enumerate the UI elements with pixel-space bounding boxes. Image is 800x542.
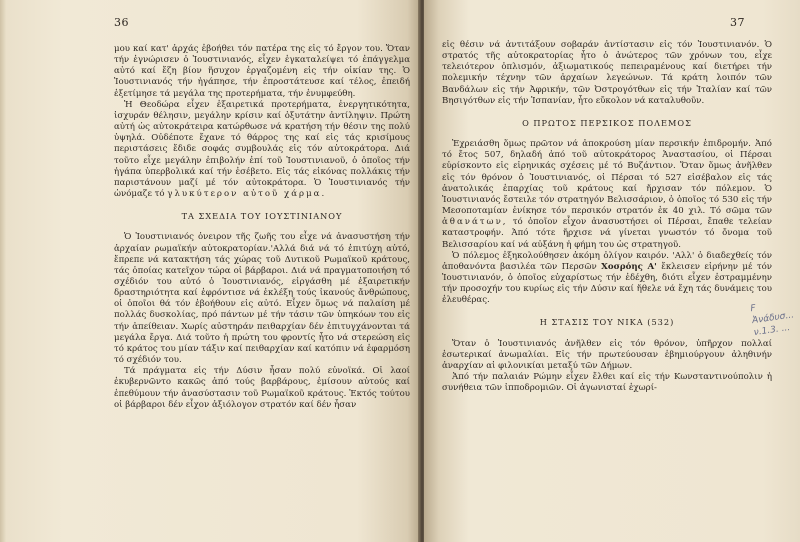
paragraph (442, 251, 772, 307)
right-page (424, 0, 800, 542)
page-edge (0, 0, 6, 542)
section-heading: ΤΑ ΣΧΕΔΙΑ ΤΟΥ ΙΟΥΣΤΙΝΙΑΝΟΥ (181, 211, 343, 222)
paragraph: Ὁ Ἰουστινιανός ὀνειρον τῆς ζωῆς του εἶχε νά ἀνασυστήση τήν ἀρχαίαν ρωμαϊκήν αὐτοκρατορίαν.'Αλλά διά νά τό ἐπιτύχη αὐτό, ἔπρεπε νά κατακτήση τάς χώρας τοῦ Δυτικοῦ Ρωμαϊκοῦ κράτους, τάς ὁποίας κατεῖχον τώρα οἱ βάρβαροι. Διά νά πραγματοποιήση τό σχέδιόν του αὐτό ὁ Ἰουστινιανός, εἰργάσθη μέ ἐξαιρετικήν δραστηριότητα καί ἐφρόντισε νά ἐκλέξη τούς ἱκανούς ἄνθρώπους, οἱ ὁποῖοι θά τόν ἐβοήθουν εἰς αὐτό. Εἶχεν ὅμως νά παλαίση μέ πολλάς δυσκολίας, πρό πάντων μέ τήν τάσιν τῶν ὑπηκόων του εἰς τήν ἀπείθειαν. Χωρίς αὐστηράν πειθαρχίαν δέν ἐπιτυγχάνονται τά μεγάλα ἔργα. Διά τοῦτο ἡ πρώτη του φροντίς ἦτο νά στερεώση εἰς τό κράτος του μίαν τάξιν καί πειθαρχίαν καί κατόπιν νά ἐφαρμόση τό σχέδιόν του. (114, 232, 410, 366)
paragraph: μου καί κατ' ἀρχάς ἐβοήθει τόν πατέρα της εἰς τό ἔργον του. Ὅταν τήν ἐγνώρισεν ὁ Ἰουστινιανός, εἶχεν ἐγκαταλείψει τό ἐπάγγελμα αὐτό καί ἔζη βίον ἥσυχον ἐργαζομένη εἰς τήν οἰκίαν της. Ὁ Ἰουστινιανός τήν ἠγάπησε, τήν ἐπροστάτευσε καί τέλος, ἐπειδή ἐξετίμησε τά μεγάλα της προτερήματα, τήν ἐνυμφεύθη. (114, 44, 410, 99)
right-page-text (442, 40, 772, 394)
paragraph-text: Ἐχρειάσθη ὅμως πρῶτον νά ἀποκρούση μίαν περσικήν ἐπιδρομήν. Ἀπό τό ἔτος 507, δηλαδή ἀπό τοῦ αὐτοκράτορος Ἀναστασίου, οἱ Πέρσαι εὑρίσκοντο εἰς εἰρηνικάς σχέσεις μέ τό Βυζάντιον. Ὅταν ὅμως ἀνῆλθεν εἰς τόν θρόνον ὁ Ἰουστινιανός, οἱ Πέρσαι τό 527 εἰσέβαλον εἰς τάς ἀνατολικάς ἐπαρχίας τοῦ κράτους καί ἤρχισαν τόν πόλεμον. Ὁ Ἰουστινιανός ἔστειλε τόν στρατηγόν Βελισσάριον, ὁ ὁποῖος τό 530 εἰς τήν Μεσοποταμίαν ἐνίκησε τόν περσικόν στρατόν ἐκ 40 χιλ. Τό σῶμα τῶν (442, 139, 772, 217)
paragraph-text: Ἡ Θεοδώρα εἶχεν ἐξαιρετικά προτερήματα, ἐνεργητικότητα, ἰσχυράν θέλησιν, μεγάλην κρίσιν καί ὀξυτάτην ἀντίληψιν. Πρώτη αὐτή ὡς αὐτοκράτειρα κατώρθωσε νά κρατήση τήν θέσιν της πολύ ὑψηλά. Οὐδέποτε ἔχανε τό θάρρος της καί εἰς τάς κρισίμους περιστάσεις ἔδιδε σοφάς συμβουλάς εἰς τόν αὐτοκράτορα. Διά τοῦτο εἶχε μεγάλην ἐπιβολήν ἐπί τοῦ Ἰουστινιανοῦ, ὁ ὁποῖος τήν ἠγάπα ὑπερβολικά καί τήν ἐσέβετο. Εἰς τάς εἰκόνας πολλάκις τήν παριστάνουν μαζί μέ τόν αὐτοκράτορα. Ὁ Ἰουστινιανός τήν ὠνόμαζε τό (114, 99, 410, 200)
page-number-left: 36 (114, 16, 129, 29)
section-heading: Η ΣΤΑΣΙΣ ΤΟΥ ΝΙΚΑ (532) (539, 317, 675, 328)
paragraph-text: Ὁ πόλεμος ἐξηκολούθησεν ἀκόμη ὀλίγον καιρόν. 'Αλλ' ὁ διαδεχθείς τόν ἀποθανόντα βασιλέα τῶν Περσῶν (442, 250, 772, 272)
paragraph (114, 100, 410, 200)
left-page-text (114, 44, 410, 411)
paragraph-text: τό ὁποῖον εἶχον ἀνασυστήσει οἱ Πέρσαι, ἔπαθε τελείαν καταστροφήν. Ἀπό τότε ἤρχισε νά γίνεται γνωστόν τό ὄνομα τοῦ Βελισσαρίου καί νά αὐξάνη ἡ φήμη του ὡς στρατηγοῦ. (442, 217, 772, 250)
bold-name: Χοσρόης Α' (601, 261, 657, 272)
paragraph (442, 139, 772, 251)
handwritten-margin-note: F Ἀνάδυσ... ν.1.3. ... (749, 303, 795, 339)
section-heading: Ο ΠΡΩΤΟΣ ΠΕΡΣΙΚΟΣ ΠΟΛΕΜΟΣ (522, 117, 692, 128)
spaced-phrase: γλυκύτερον αὐτοῦ χάρμα. (167, 189, 327, 200)
paragraph: εἰς θέσιν νά ἀντιτάξουν σοβαράν ἀντίστασιν εἰς τόν Ἰουστινιανόν. Ὁ στρατός τῆς αὐτοκρατορίας ἦτο ὁ ἀνώτερος τῶν χρόνων του, εἶχε τελειότερον ὁπλισμόν, ἀξιωματικούς πεπειραμένους καί διετήρει τήν πολεμικήν τέχνην τῶν ἀρχαίων λεγεώνων. Τά κράτη λοιπόν τῶν Βανδάλων εἰς τήν Ἀφρικήν, τῶν Ὀστρογότθων εἰς τήν Ἰταλίαν καί τῶν Βησιγότθων εἰς τήν Ἱσπανίαν, ἦτο εὔκολον νά καταλυθοῦν. (442, 40, 772, 106)
spaced-phrase: ἀθανάτων, (442, 217, 508, 228)
paragraph-text: ἔκλεισεν εἰρήνην μέ τόν Ἰουστινιανόν, ὁ ὁποῖος εὐχαρίστως τήν ἐδέχθη, διότι εἶχεν ἐστραμμένην τήν προσοχήν του κυρίως εἰς τήν Δύσιν καί ἤθελε νά ἔχη τάς δυνάμεις του ἐλευθέρας. (442, 261, 772, 306)
paragraph: Ὅταν ὁ Ἰουστινιανός ἀνῆλθεν εἰς τόν θρόνον, ὑπῆρχον πολλαί ἐσωτερικαί ἀνωμαλίαι. Εἰς τήν πρωτεύουσαν ἐβημιούργουν ἀληθινήν ἀναρχίαν αἱ φιλονικίαι μεταξύ τῶν Δήμων. (442, 338, 772, 371)
page-number-right: 37 (730, 16, 745, 29)
paragraph: Ἀπό τήν παλαιάν Ρώμην εἶχεν ἔλθει καί εἰς τήν Κωνσταντινούπολιν ἡ συνήθεια τῶν ἱπποδρομιῶν. Οἱ ἀγωνισταί ἐχωρί- (442, 372, 772, 394)
paragraph: Τά πράγματα εἰς τήν Δύσιν ἦσαν πολύ εὐνοϊκά. Οἱ λαοί ἐκυβερνῶντο κακῶς ἀπό τούς βαρβάρους, ἐμίσουν αὐτούς καί ἐπεθύμουν τήν ἀνασύστασιν τοῦ Ρωμαϊκοῦ κράτους. Ἐκτός τούτου οἱ βάρβαροι δέν εἶχον ἀξιόλογον στρατόν καί δέν ἦσαν (114, 366, 410, 410)
